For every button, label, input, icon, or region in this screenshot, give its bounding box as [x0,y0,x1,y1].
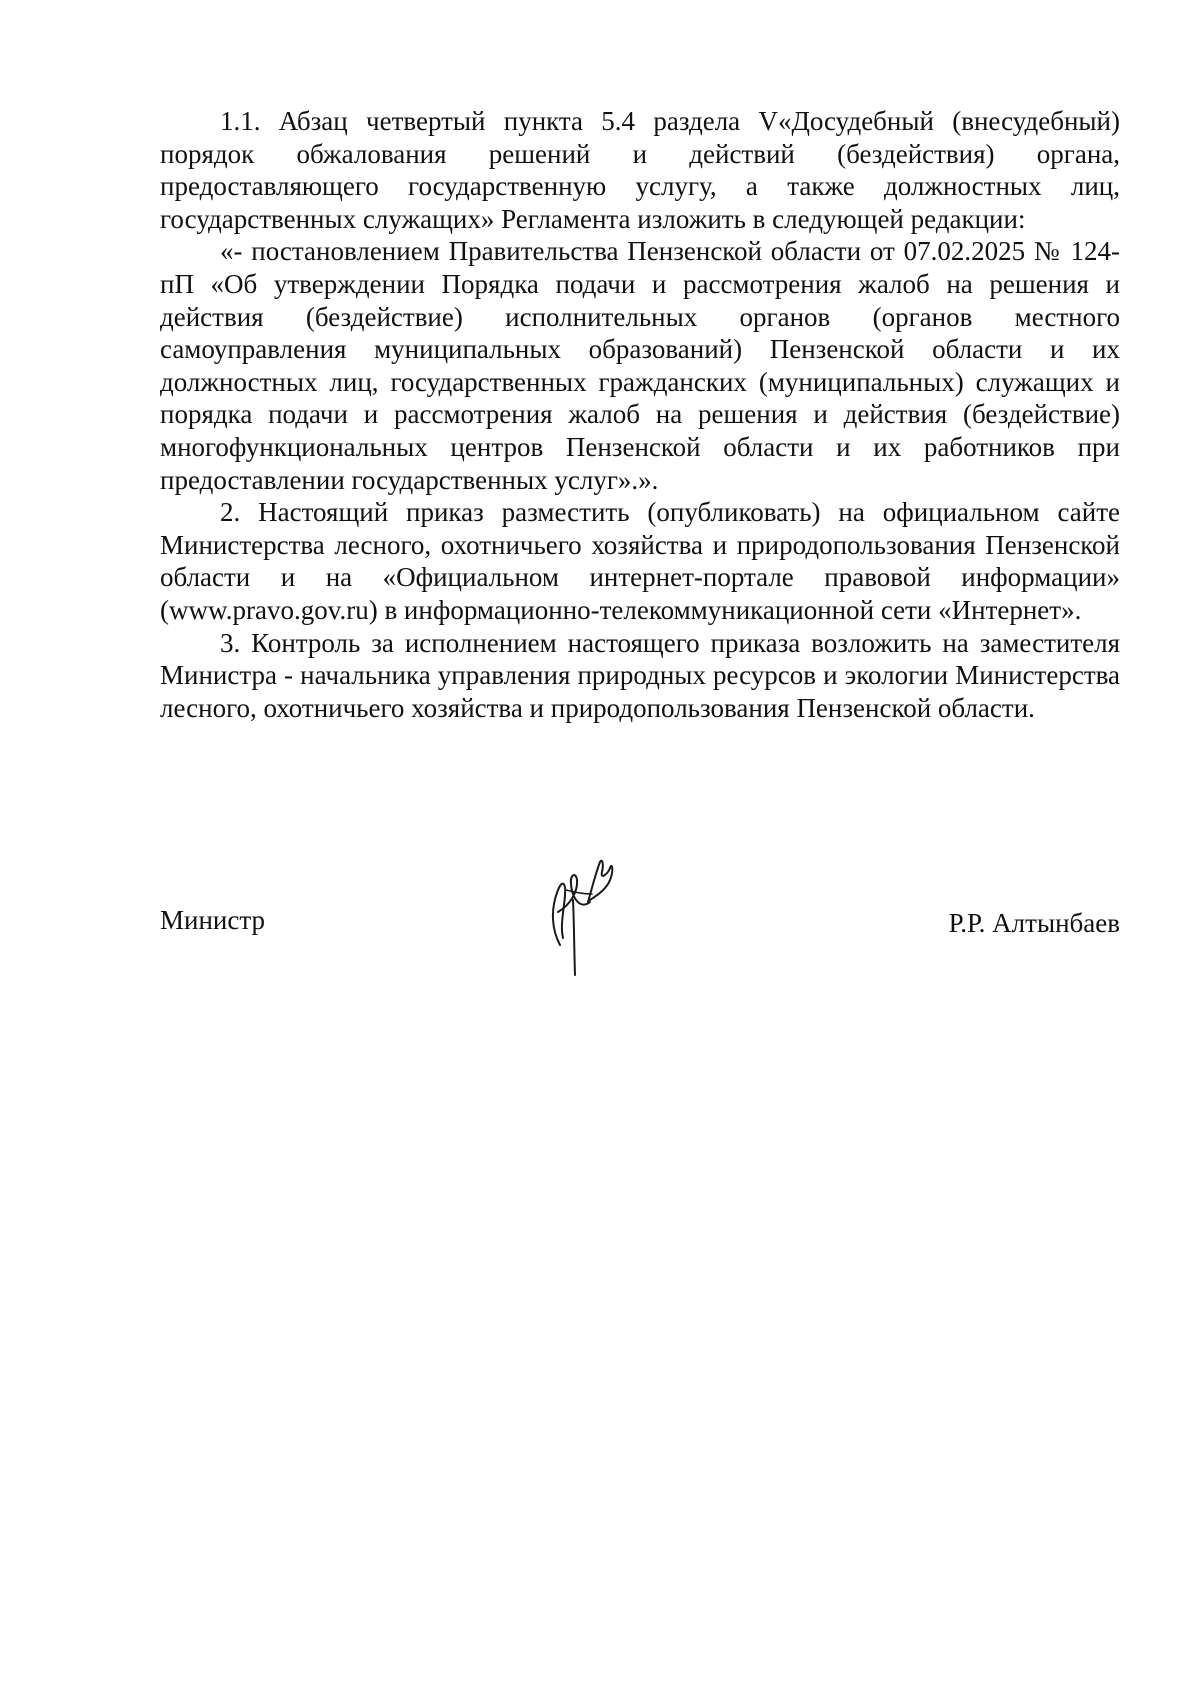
signatory-name: Р.Р. Алтынбаев [948,908,1120,938]
paragraph-1-1: 1.1. Абзац четвертый пункта 5.4 раздела V«Досудебный (внесудебный) порядок обжалования решений и действий (бездействия) органа, предоставляющего государственную услугу, а также должностных лиц, государственных служащих» Регламента изложить в следующей редакции: [160,106,1120,234]
signature-block [160,895,1120,1005]
paragraph-2: 2. Настоящий приказ разместить (опубликовать) на официальном сайте Министерства лесного, охотничьего хозяйства и природопользования Пензенской области и на «Официальном интернет-портале правовой информации» (www.pravo.gov.ru) в информационно-телекоммуникационной сети «Интернет». [160,497,1120,625]
paragraph-quote: «- постановлением Правительства Пензенской области от 07.02.2025 № 124-пП «Об утверждении Порядка подачи и рассмотрения жалоб на решения и действия (бездействие) исполнительных органов (органов местного самоуправления муниципальных образований) Пензенской области и их должностных лиц, государственных гражданских (муниципальных) служащих и порядка подачи и рассмотрения жалоб на решения и действия (бездействие) многофункциональных центров Пензенской области и их работников при предоставлении государственных услуг».». [160,236,1120,495]
paragraph-3: 3. Контроль за исполнением настоящего приказа возложить на заместителя Министра - начальника управления природных ресурсов и экологии Министерства лесного, охотничьего хозяйства и природопользования Пензенской области. [160,627,1120,723]
document-body [160,105,1120,724]
signatory-role: Министр [160,905,265,935]
handwritten-signature [530,850,650,980]
